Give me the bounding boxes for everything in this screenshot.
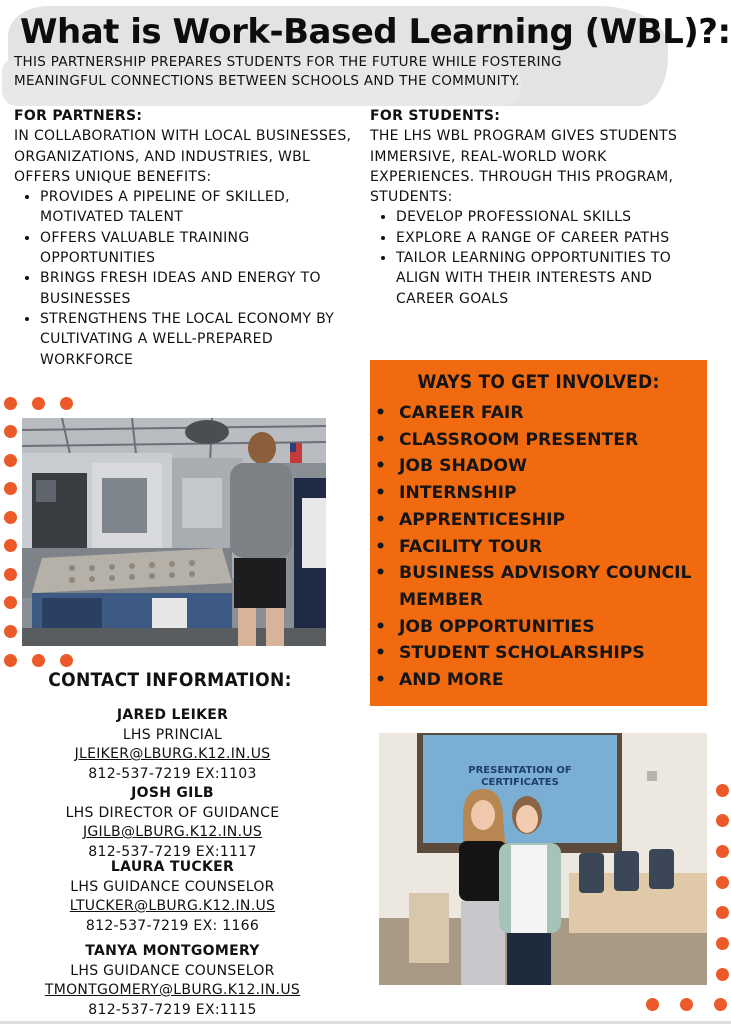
decorative-dot bbox=[60, 654, 73, 667]
decorative-dot bbox=[714, 998, 727, 1011]
contact-name: TANYA MONTGOMERY bbox=[85, 943, 260, 959]
ways-to-get-involved-list bbox=[370, 400, 710, 694]
list-item-label: JOB OPPORTUNITIES bbox=[399, 616, 595, 637]
list-item-label: FACILITY TOUR bbox=[399, 536, 543, 557]
contact-name: LAURA TUCKER bbox=[110, 859, 235, 875]
decorative-dot bbox=[716, 784, 729, 797]
contact-role: LHS PRINCIAL bbox=[122, 726, 223, 743]
contact-phone: 812-537-7219 EX: 1166 bbox=[85, 917, 260, 934]
list-item: • OFFERS VALUABLE TRAINING OPPORTUNITIES bbox=[40, 228, 364, 269]
decorative-dot bbox=[4, 425, 17, 438]
decorative-dot bbox=[60, 397, 73, 410]
list-item-label: AND MORE bbox=[399, 670, 504, 691]
students-heading: FOR STUDENTS: bbox=[370, 108, 501, 124]
contact-role: LHS DIRECTOR OF GUIDANCE bbox=[65, 804, 280, 821]
list-item-label: JOB SHADOW bbox=[399, 456, 527, 477]
contact-email-link[interactable]: JLEIKER@LBURG.K12.IN.US bbox=[74, 746, 271, 762]
decorative-dot bbox=[4, 625, 17, 638]
list-item-label: APPRENTICESHIP bbox=[399, 509, 566, 530]
list-item-continuation bbox=[370, 587, 710, 614]
contact-entry bbox=[20, 858, 325, 936]
partners-benefits-list bbox=[14, 187, 364, 370]
decorative-dot bbox=[4, 511, 17, 524]
certificate-presentation-photo-image bbox=[379, 733, 707, 985]
contact-information-title: CONTACT INFORMATION: bbox=[48, 669, 292, 691]
contact-email-link[interactable]: LTUCKER@LBURG.K12.IN.US bbox=[69, 898, 276, 914]
students-section bbox=[370, 106, 715, 309]
list-item: • FACILITY TOUR bbox=[375, 536, 543, 557]
list-item: • JOB SHADOW bbox=[375, 456, 527, 477]
certificate-presentation-photo bbox=[379, 733, 707, 985]
contact-phone: 812-537-7219 EX:1115 bbox=[88, 1001, 257, 1018]
contact-list bbox=[20, 706, 325, 1020]
decorative-dot bbox=[716, 845, 729, 858]
list-item-label: BUSINESS ADVISORY COUNCIL bbox=[399, 563, 692, 584]
decorative-dot bbox=[32, 654, 45, 667]
list-item: • BRINGS FRESH IDEAS AND ENERGY TO BUSINESSES bbox=[40, 268, 364, 309]
decorative-dot bbox=[32, 397, 45, 410]
list-item: • APPRENTICESHIP bbox=[375, 509, 566, 530]
contact-email-link[interactable]: JGILB@LBURG.K12.IN.US bbox=[82, 824, 263, 840]
students-benefits-list bbox=[370, 207, 715, 308]
decorative-dot bbox=[716, 876, 729, 889]
list-item-label: CLASSROOM PRESENTER bbox=[399, 429, 639, 450]
partners-heading: FOR PARTNERS: bbox=[14, 108, 143, 124]
contact-entry bbox=[20, 942, 325, 1020]
decorative-dot bbox=[680, 998, 693, 1011]
list-item-label: STUDENT SCHOLARSHIPS bbox=[399, 643, 645, 664]
decorative-dot bbox=[716, 968, 729, 981]
list-item: • AND MORE bbox=[375, 670, 504, 691]
list-item: • JOB OPPORTUNITIES bbox=[375, 616, 595, 637]
machine-shop-photo-image bbox=[22, 418, 326, 646]
contact-entry bbox=[20, 706, 325, 784]
contact-name: JOSH GILB bbox=[131, 785, 214, 801]
partners-text: IN COLLABORATION WITH LOCAL BUSINESSES, ORGANIZATIONS, AND INDUSTRIES, WBL OFFERS UNIQUE BENEFITS: bbox=[14, 128, 352, 185]
decorative-dot bbox=[4, 397, 17, 410]
decorative-dot bbox=[4, 539, 17, 552]
decorative-dot bbox=[4, 482, 17, 495]
list-item-label: MEMBER bbox=[399, 589, 484, 610]
list-item: • PROVIDES A PIPELINE OF SKILLED, MOTIVATED TALENT bbox=[40, 187, 364, 228]
ways-to-get-involved-title: WAYS TO GET INVOLVED: bbox=[417, 371, 660, 393]
contact-phone: 812-537-7219 EX:1117 bbox=[88, 843, 257, 860]
contact-entry bbox=[20, 784, 325, 862]
intro-text: THIS PARTNERSHIP PREPARES STUDENTS FOR THE FUTURE WHILE FOSTERING MEANINGFUL CONNECTIONS BETWEEN SCHOOLS AND THE COMMUNITY. bbox=[14, 54, 562, 89]
contact-email-link[interactable]: TMONTGOMERY@LBURG.K12.IN.US bbox=[44, 982, 301, 998]
decorative-dot bbox=[4, 568, 17, 581]
list-item: • BUSINESS ADVISORY COUNCIL bbox=[375, 563, 692, 584]
list-item: • CAREER FAIR bbox=[375, 403, 524, 423]
contact-name: JARED LEIKER bbox=[116, 707, 229, 723]
machine-shop-photo bbox=[22, 418, 326, 646]
list-item-label: CAREER FAIR bbox=[399, 403, 524, 423]
students-text: THE LHS WBL PROGRAM GIVES STUDENTS IMMERSIVE, REAL-WORLD WORK EXPERIENCES. THROUGH THIS PROGRAM, STUDENTS: bbox=[370, 128, 678, 206]
list-item: • EXPLORE A RANGE OF CAREER PATHS bbox=[396, 228, 715, 248]
contact-role: LHS GUIDANCE COUNSELOR bbox=[70, 878, 275, 895]
contact-role: LHS GUIDANCE COUNSELOR bbox=[70, 962, 275, 979]
contact-phone: 812-537-7219 EX:1103 bbox=[88, 765, 257, 782]
list-item: • DEVELOP PROFESSIONAL SKILLS bbox=[396, 207, 715, 227]
list-item: • INTERNSHIP bbox=[375, 483, 517, 504]
decorative-dot bbox=[4, 596, 17, 609]
ways-to-get-involved-box bbox=[370, 360, 707, 706]
list-item: • TAILOR LEARNING OPPORTUNITIES TO ALIGN WITH THEIR INTERESTS AND CAREER GOALS bbox=[396, 248, 715, 309]
decorative-dot bbox=[716, 814, 729, 827]
list-item: • STRENGTHENS THE LOCAL ECONOMY BY CULTIVATING A WELL-PREPARED WORKFORCE bbox=[40, 309, 364, 370]
decorative-dot bbox=[716, 937, 729, 950]
decorative-dot bbox=[4, 654, 17, 667]
list-item: • CLASSROOM PRESENTER bbox=[375, 429, 639, 450]
decorative-dot bbox=[716, 906, 729, 919]
list-item: • STUDENT SCHOLARSHIPS bbox=[375, 643, 645, 664]
screen-caption-line-2: CERTIFICATES bbox=[481, 777, 559, 788]
decorative-dot bbox=[4, 454, 17, 467]
list-item-label: INTERNSHIP bbox=[399, 483, 517, 504]
page-title: What is Work-Based Learning (WBL)?: bbox=[20, 12, 731, 52]
partners-section bbox=[14, 106, 364, 370]
screen-caption-line-1: PRESENTATION OF bbox=[468, 765, 572, 776]
decorative-dot bbox=[646, 998, 659, 1011]
